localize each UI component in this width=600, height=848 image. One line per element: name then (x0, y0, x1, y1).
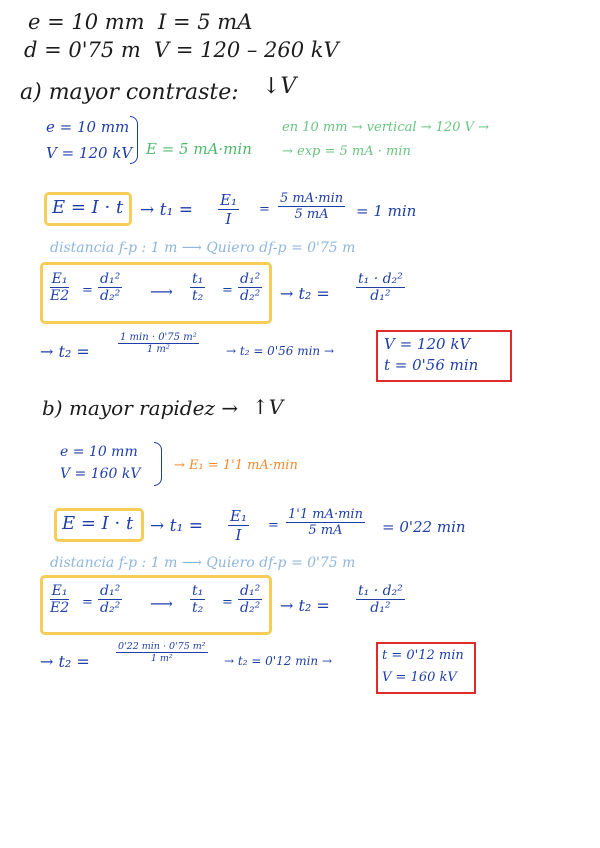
section-b-t1-eq: = (268, 518, 279, 533)
section-b-t1-result: = 0'22 min (382, 518, 466, 536)
fraction-denominator: d₂² (240, 600, 261, 617)
fraction-numerator: 5 mA·min (280, 191, 344, 206)
section-b-ratio-d (98, 584, 122, 617)
header-current: I = 5 mA (158, 10, 253, 34)
fraction-numerator: t₁ (192, 583, 204, 599)
section-a-t1-prefix: → t₁ = (140, 200, 193, 220)
section-a-t1-fraction (218, 192, 239, 228)
section-b-brace (154, 442, 162, 486)
fraction-numerator: t₁ · d₂² (358, 271, 403, 287)
fraction-numerator: 0'22 min · 0'75 m² (118, 641, 206, 652)
section-a-t1-fraction-values (278, 192, 345, 223)
section-a-e: e = 10 mm (46, 118, 130, 136)
section-a-ratio-d (98, 272, 122, 305)
fraction-numerator: t₁ (192, 271, 204, 287)
fraction-numerator: E₁ (51, 583, 68, 599)
section-b-t2-calc-prefix: → t₂ = (40, 652, 90, 671)
fraction-denominator: d₂² (100, 288, 121, 305)
section-b-v: V = 160 kV (60, 466, 141, 482)
section-a-t1-eq: = (259, 202, 270, 217)
fraction-denominator: 5 mA (308, 523, 343, 539)
header-voltage: V = 120 – 260 kV (154, 38, 339, 62)
fraction-numerator: 1 min · 0'75 m² (120, 332, 197, 343)
section-b-ratio-e (48, 584, 71, 617)
section-a-t2-calc-prefix: → t₂ = (40, 342, 90, 361)
section-b-t2-formula-prefix: → t₂ = (280, 596, 330, 615)
section-b-t2-calc (116, 642, 208, 665)
section-a-distance-note: distancia f-p : 1 m ⟶ Quiero df-p = 0'75 m (50, 240, 356, 256)
equals-sign: = (82, 283, 93, 298)
section-a-result-t: t = 0'56 min (384, 356, 479, 374)
section-a-ratio-e (48, 272, 71, 305)
section-a-t1-result: = 1 min (356, 202, 417, 220)
section-b-e: e = 10 mm (60, 444, 138, 460)
section-b-ratio-d-b (238, 584, 262, 617)
section-b-t1-fraction (228, 508, 249, 544)
fraction-numerator: E₁ (51, 271, 68, 287)
fraction-denominator: I (235, 525, 242, 544)
header-distance: d = 0'75 m (24, 38, 141, 62)
section-b-formula: E = I · t (62, 513, 134, 534)
section-b-result-t: t = 0'12 min (382, 648, 464, 663)
section-a-exposure: E = 5 mA·min (146, 140, 252, 158)
fraction-denominator: d₁² (370, 600, 391, 617)
section-a-v: V = 120 kV (46, 144, 133, 162)
fraction-denominator: d₂² (240, 288, 261, 305)
fraction-denominator: E2 (50, 600, 70, 617)
section-b-ratio-t (190, 584, 205, 617)
section-b-t2-formula (356, 584, 405, 617)
fraction-denominator: 1 m² (150, 653, 173, 665)
fraction-numerator: d₁² (100, 271, 121, 287)
fraction-numerator: d₁² (240, 583, 261, 599)
section-a-brace (130, 116, 138, 164)
section-a-note-1: en 10 mm → vertical → 120 V → (282, 120, 490, 135)
section-a-t2-calc (118, 332, 199, 356)
section-b-t1-prefix: → t₁ = (150, 516, 203, 536)
section-b-t2-calc-result: → t₂ = 0'12 min → (224, 654, 333, 668)
fraction-denominator: I (225, 209, 232, 228)
section-a-title: a) mayor contraste: (20, 80, 239, 105)
section-a-t2-calc-result: → t₂ = 0'56 min → (226, 344, 335, 358)
fraction-denominator: 5 mA (294, 207, 329, 223)
section-a-ratio-d-b (238, 272, 262, 305)
section-a-result-v: V = 120 kV (384, 335, 471, 353)
equals-sign: = (82, 595, 93, 610)
section-a-note-2: → exp = 5 mA · min (282, 144, 411, 159)
fraction-denominator: d₂² (100, 600, 121, 617)
header-thickness: e = 10 mm (28, 10, 145, 34)
fraction-numerator: E₁ (220, 191, 237, 209)
fraction-numerator: 1'1 mA·min (288, 507, 363, 522)
section-a-t2-formula (356, 272, 405, 305)
section-b-arrow: ↑V (252, 395, 284, 419)
fraction-numerator: E₁ (230, 507, 247, 525)
section-b-title: b) mayor rapidez → (42, 396, 239, 420)
section-a-t2-formula-prefix: → t₂ = (280, 284, 330, 303)
equals-sign: = (222, 283, 233, 298)
fraction-numerator: t₁ · d₂² (358, 583, 403, 599)
equals-sign: = (222, 595, 233, 610)
fraction-denominator: 1 m² (146, 344, 170, 355)
section-b-t1-fraction-values (286, 508, 365, 539)
fraction-numerator: d₁² (240, 271, 261, 287)
arrow-icon: ⟶ (150, 282, 173, 301)
arrow-icon: ⟶ (150, 594, 173, 613)
fraction-denominator: t₂ (192, 288, 204, 305)
fraction-denominator: d₁² (370, 288, 391, 305)
section-a-ratio-t (190, 272, 205, 305)
fraction-denominator: E2 (50, 288, 70, 305)
section-a-formula: E = I · t (52, 197, 124, 218)
section-b-distance-note: distancia f-p : 1 m ⟶ Quiero df-p = 0'75 m (50, 555, 356, 571)
fraction-numerator: d₁² (100, 583, 121, 599)
section-b-result-v: V = 160 kV (382, 670, 457, 685)
section-b-exposure: → E₁ = 1'1 mA·min (174, 458, 298, 473)
section-a-arrow: ↓V (262, 74, 297, 99)
fraction-denominator: t₂ (192, 600, 204, 617)
